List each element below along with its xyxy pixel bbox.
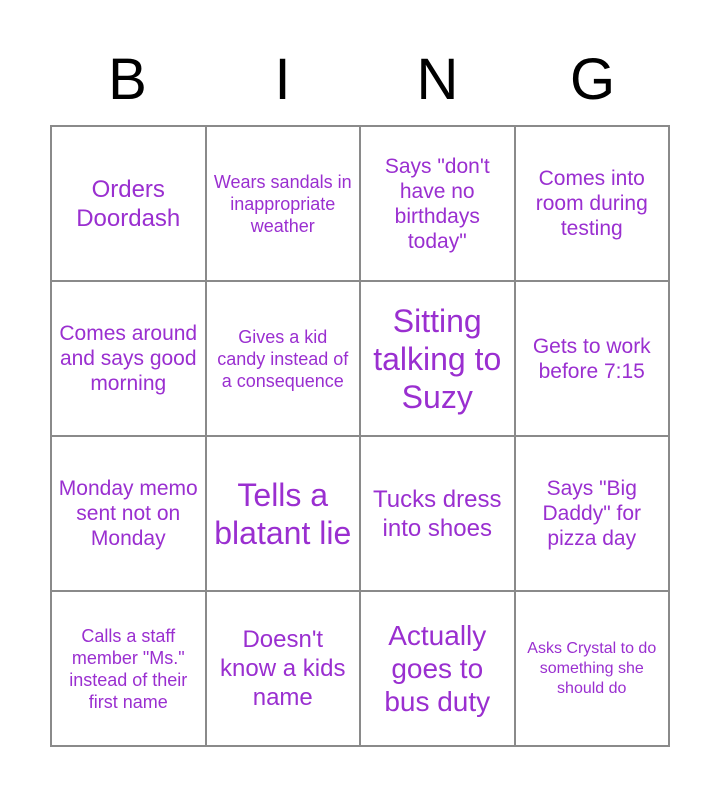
bingo-cell-text: Tells a blatant lie	[214, 476, 352, 551]
bingo-cell[interactable]	[52, 127, 207, 282]
bingo-cell[interactable]	[52, 437, 207, 592]
bingo-cell[interactable]	[361, 592, 516, 747]
bingo-cell[interactable]	[361, 282, 516, 437]
bingo-cell-text: Says "don't have no birthdays today"	[384, 154, 490, 253]
bingo-cell[interactable]	[207, 127, 362, 282]
bingo-cell[interactable]	[516, 437, 671, 592]
bingo-grid	[50, 125, 670, 747]
bingo-header-letter-g: G	[569, 47, 616, 112]
bingo-cell-text: Gets to work before 7:15	[532, 334, 651, 383]
bingo-cell-text: Calls a staff member "Ms." instead of their first name	[69, 625, 188, 712]
bingo-cell[interactable]	[52, 282, 207, 437]
bingo-header-letter-i: I	[274, 47, 291, 112]
bingo-header-letter-b: B	[108, 47, 147, 112]
bingo-cell-text: Doesn't know a kids name	[220, 626, 346, 711]
bingo-header-letter-n: N	[416, 47, 459, 112]
bingo-header-row	[50, 40, 670, 120]
bingo-cell-text: Actually goes to bus duty	[384, 620, 491, 717]
bingo-cell-text: Comes into room during testing	[535, 167, 648, 240]
bingo-cell[interactable]	[516, 127, 671, 282]
bingo-cell-text: Gives a kid candy instead of a consequence	[217, 326, 349, 391]
bingo-cell-text: Monday memo sent not on Monday	[58, 477, 198, 550]
bingo-cell[interactable]	[516, 282, 671, 437]
bingo-cell[interactable]	[361, 437, 516, 592]
bingo-cell[interactable]	[207, 282, 362, 437]
bingo-cell[interactable]	[207, 592, 362, 747]
bingo-cell-text: Says "Big Daddy" for pizza day	[542, 477, 641, 550]
bingo-cell-text: Wears sandals in inappropriate weather	[213, 171, 352, 236]
bingo-cell-text: Tucks dress into shoes	[373, 485, 502, 542]
bingo-cell[interactable]	[52, 592, 207, 747]
bingo-cell[interactable]	[361, 127, 516, 282]
bingo-cell[interactable]	[207, 437, 362, 592]
bingo-cell[interactable]	[516, 592, 671, 747]
bingo-cell-text: Comes around and says good morning	[59, 322, 198, 395]
bingo-cell-text: Orders Doordash	[76, 175, 181, 232]
bingo-cell-text: Sitting talking to Suzy	[373, 302, 502, 415]
bingo-cell-text: Asks Crystal to do something she should do	[527, 639, 657, 697]
